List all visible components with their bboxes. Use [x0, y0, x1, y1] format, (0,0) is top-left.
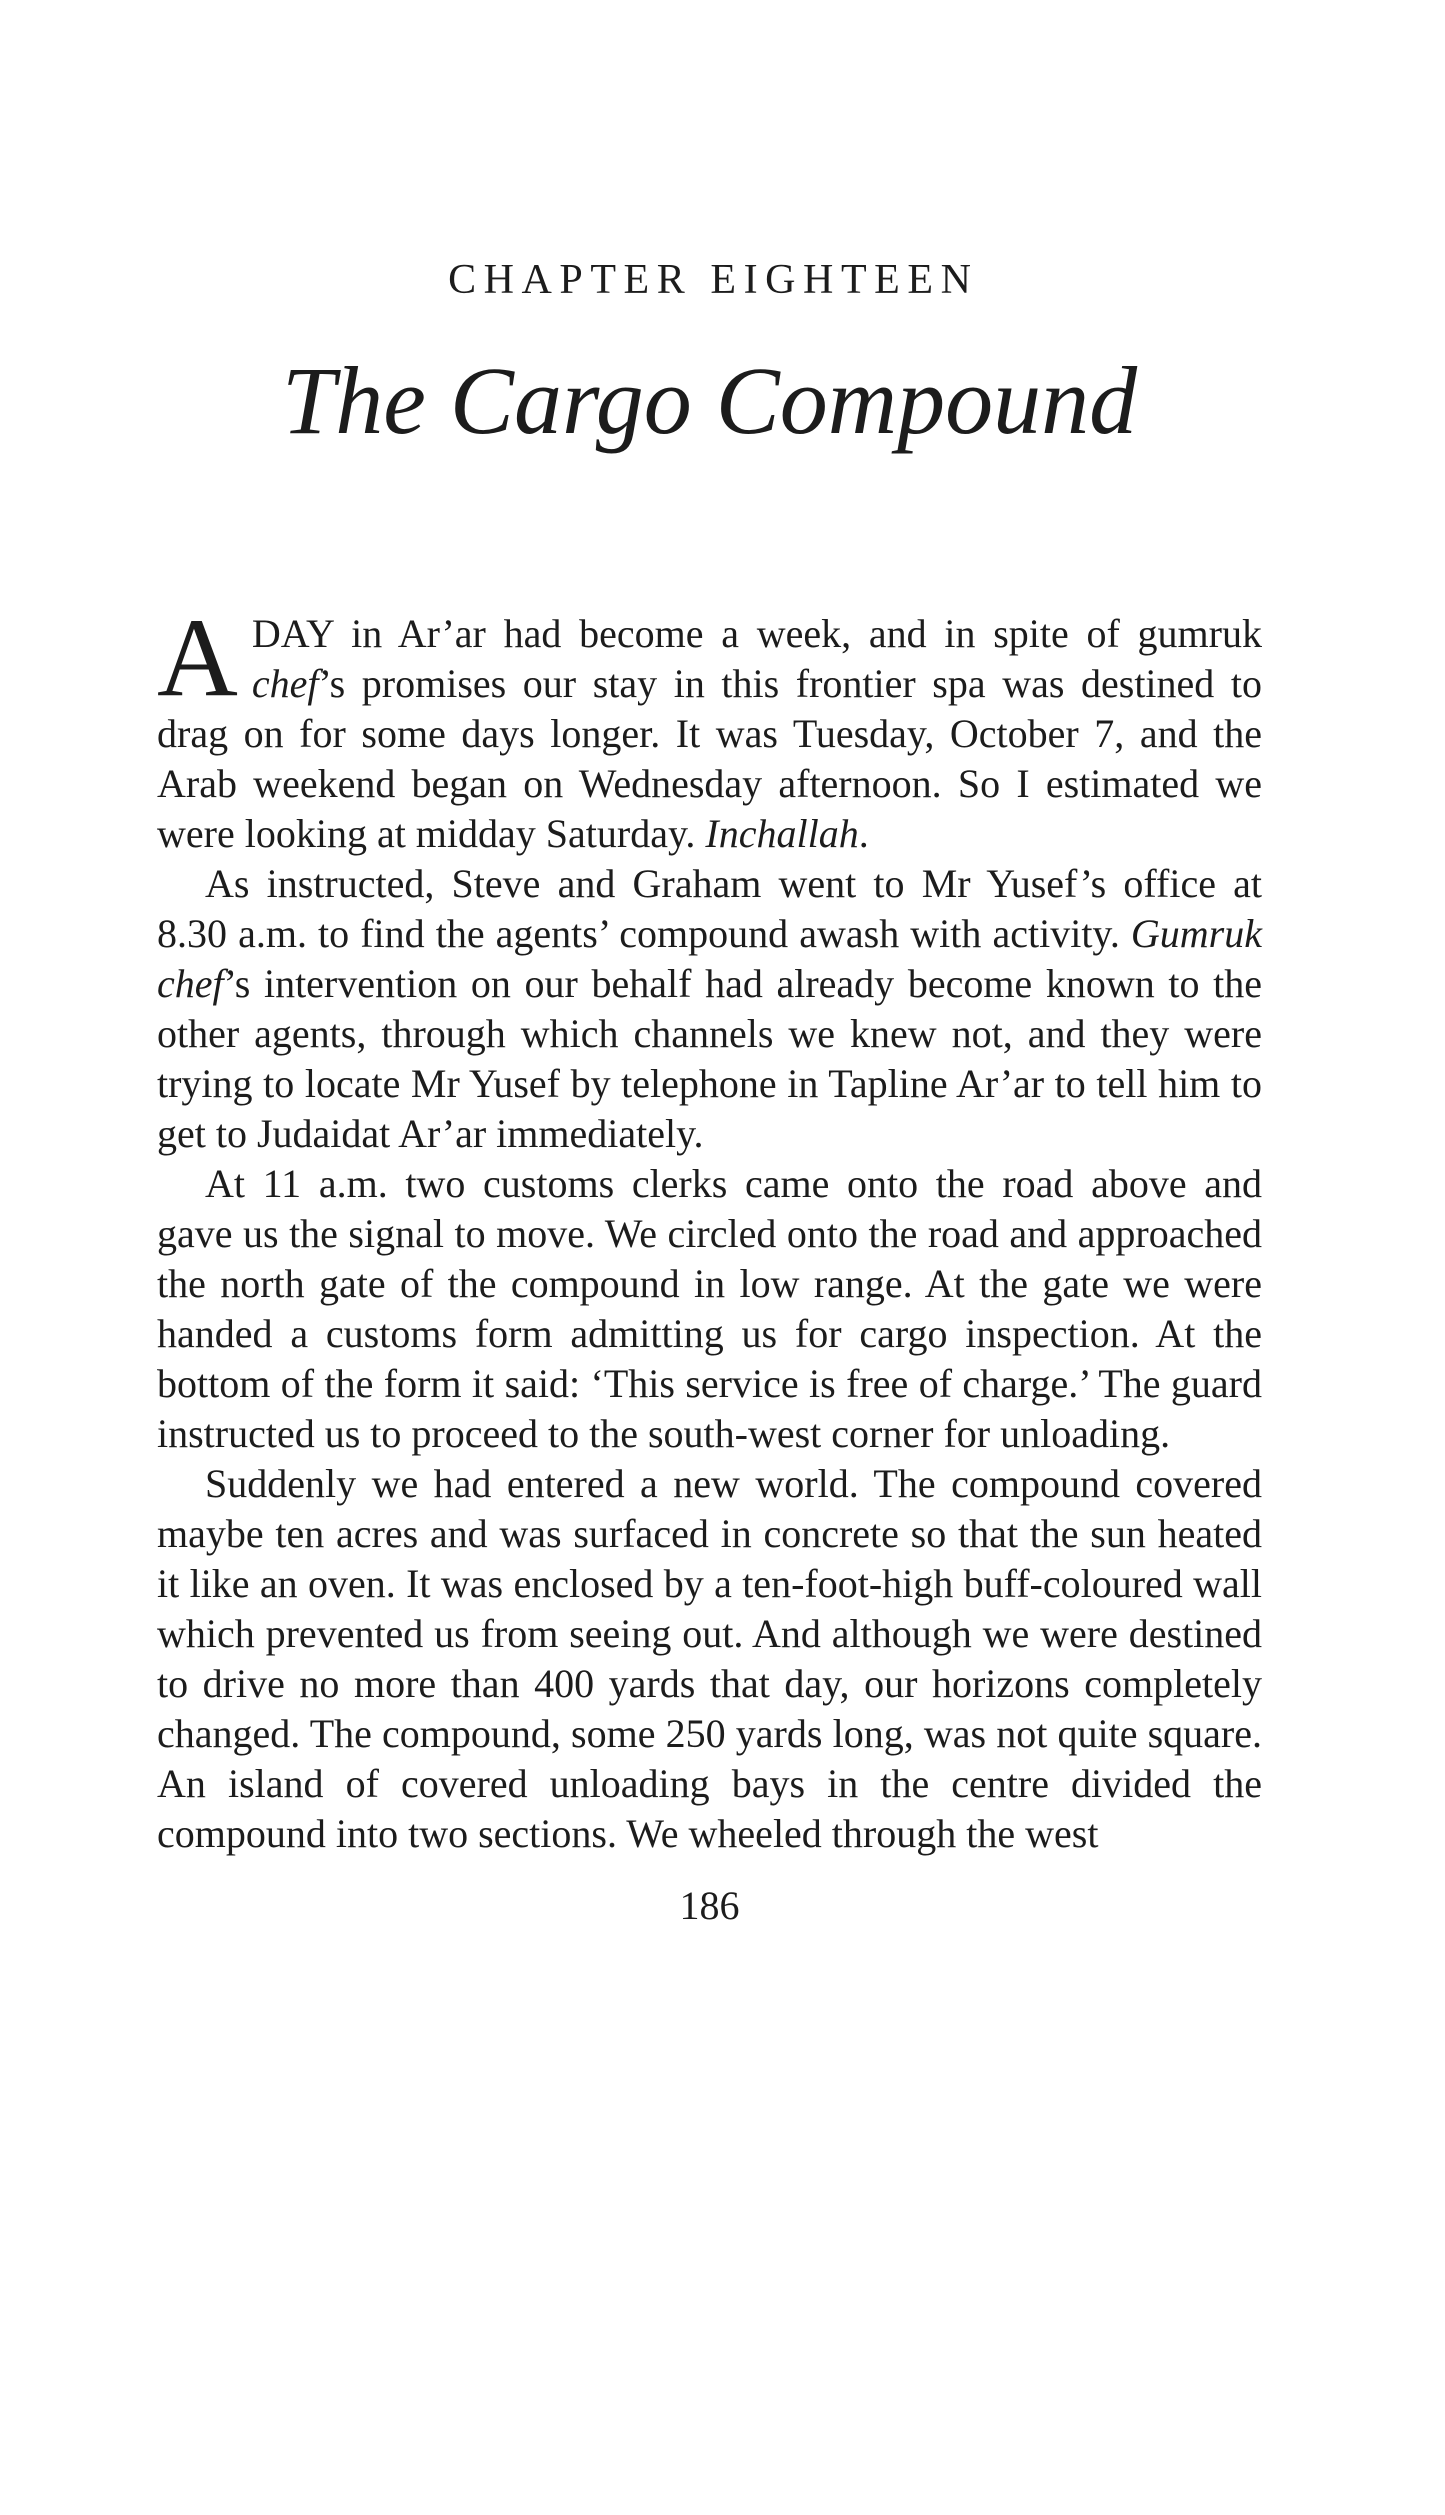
- page-number: 186: [679, 1883, 740, 1928]
- dropcap: A: [157, 596, 238, 720]
- text-run: ’s intervention on our behalf had already become known to the other agents, through which channels we knew not, and they were trying to locate Mr Yusef by telephone in Tapline Ar’ar to tell him to get to Judaidat Ar’ar immediately.: [157, 961, 1262, 1156]
- text-run: As instructed, Steve and Graham went to Mr Yusef’s office at 8.30 a.m. to find the agents’ compound awash with activity.: [157, 861, 1262, 956]
- body-text: [157, 596, 1262, 1859]
- text-run: .: [858, 811, 869, 856]
- text-run: ’s promises our stay in this frontier spa was destined to drag on for some days longer. It was Tuesday, October 7, and the Arab weekend began on Wednesday afternoon. So I estimated we were looking at midday Saturday.: [157, 661, 1262, 856]
- text-run: At 11 a.m. two customs clerks came onto the road above and gave us the signal to move. We circled onto the road and approached the north gate of the compound in low range. At the gate we were handed a customs form admitting us for cargo inspection. At the bottom of the form it said: ‘This service is free of charge.’ The guard instructed us to proceed to the south-west corner for unloading.: [157, 1161, 1262, 1456]
- italic-text-run: Inchallah: [705, 811, 859, 856]
- paragraph: [157, 859, 1262, 1159]
- chapter-title: The Cargo Compound: [281, 347, 1138, 454]
- book-page: [157, 259, 1262, 1931]
- italic-text-run: chef: [251, 661, 319, 706]
- chapter-heading: CHAPTER EIGHTEEN: [448, 257, 979, 303]
- text-run: Suddenly we had entered a new world. The compound covered maybe ten acres and was surfaced in concrete so that the sun heated it like an oven. It was enclosed by a ten-foot-high buff-coloured wall which prevented us from seeing out. And although we were destined to drive no more than 400 yards that day, our horizons completely changed. The compound, some 250 yards long, was not quite square. An island of covered unloading bays in the centre divided the compound into two sections. We wheeled through the west: [157, 1461, 1262, 1856]
- italic-text-run: Gumruk chef: [157, 911, 1262, 1006]
- paragraph: [157, 1459, 1262, 1859]
- paragraph: [157, 1159, 1262, 1459]
- text-run: DAY in Ar’ar had become a week, and in spite of gumruk: [251, 611, 1262, 656]
- paragraph: [157, 596, 1262, 859]
